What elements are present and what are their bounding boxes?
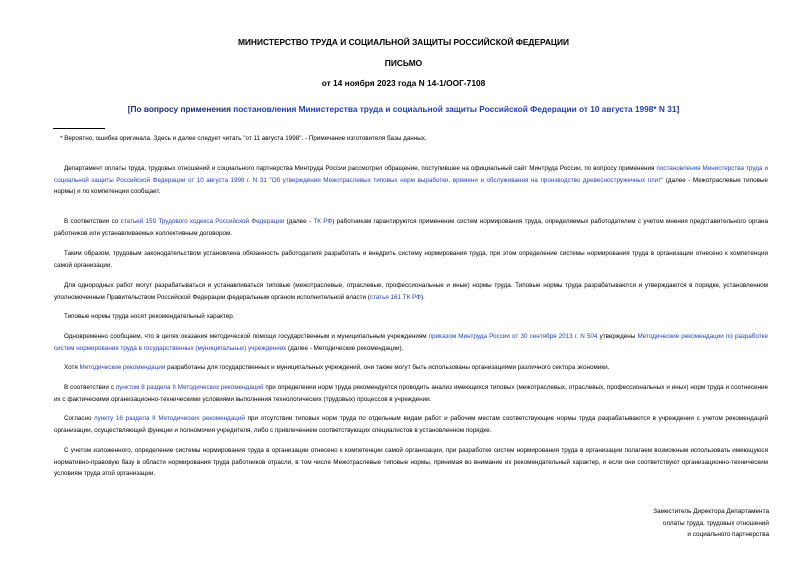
signature-block: [569, 506, 769, 541]
paragraph-text: Департамент оплаты труда, трудовых отношений и социального партнерства Минтруда России рассмотрел обращение, поступившее на официальный сайт Минтруда России, по вопросу применения: [64, 165, 657, 172]
signature-line-1: Заместитель Директора Департамента: [653, 508, 769, 515]
paragraph-10: С учетом изложенного, определение системы нормирования труда в организации отнесено к компетенции самой организации, при разработке систем нормирования труда в организации полагаем возможным использовать имеющуюся нормативно-правовую базу в области нормирования труда работников отрасли, в том числе Межотраслевые типовые нормы, принимая во внимание их рекомендательный характер, и если они соответствуют организационно-техническим условиям труда этой организации.: [54, 447, 768, 477]
paragraph-text: Для однородных работ могут разрабатываться и устанавливаться типовые (межотраслевые, отраслевые, профессиональные и иные) нормы труда. Типовые нормы труда разрабатываются и утверждаются в порядке, установленном уполномоченным Правительством Российской Федерации федеральным органом исполнительной власти (: [54, 282, 768, 301]
paragraph-1: [54, 163, 768, 198]
document-subject: [0, 104, 807, 114]
footnote-divider: [53, 128, 105, 129]
paragraph-4: [54, 280, 768, 303]
link-tk-rf[interactable]: ТК РФ: [313, 218, 333, 225]
paragraph-text: разработаны для государственных и муниципальных учреждений, они также могут быть использованы организациями различного сектора экономики.: [165, 364, 610, 371]
subject-link[interactable]: постановления Министерства труда и социальной защиты Российской Федерации от 10 августа 1998* N 31: [233, 104, 677, 114]
footnote: * Вероятно, ошибка оригинала. Здесь и далее следует читать "от 11 августа 1998". - Примечание изготовителя базы данных.: [60, 135, 427, 142]
paragraph-8: [54, 382, 768, 405]
paragraph-text: Хотя: [64, 364, 80, 371]
subject-prefix: [По вопросу применения: [127, 104, 234, 114]
paragraph-text: утверждены: [597, 333, 638, 340]
link-clause-16[interactable]: пункту 16 раздела II Методических рекомендаций: [94, 415, 245, 422]
document-date-number: от 14 ноября 2023 года N 14-1/ООГ-7108: [321, 78, 486, 88]
link-article-161[interactable]: статья 161 ТК РФ: [369, 293, 421, 301]
paragraph-text: (далее - Межотраслевые типовые нормы) и по компетенции сообщает.: [54, 176, 768, 195]
paragraph-text: В соответствии со: [64, 218, 121, 225]
link-clause-8[interactable]: пунктом 8 раздела II Методических рекомендаций: [115, 384, 264, 391]
paragraph-text: (далее -: [284, 218, 314, 225]
paragraph-7: [54, 362, 768, 374]
signature-line-3: и социального партнерства: [687, 531, 769, 538]
paragraph-text: при отсутствии типовых норм труда по отдельным видам работ и рабочим местам соответствующие нормы труда разрабатываются в учреждении с учетом рекомендаций организации, осуществляющей функции и полномочия учредителя, либо с привлечением соответствующих специалистов в установленном порядке.: [54, 415, 769, 434]
paragraph-9: [54, 413, 768, 436]
paragraph-text: Одновременно сообщаем, что в целях оказания методической помощи государственным и муниципальным учреждениям: [64, 333, 429, 340]
paragraph-text: ).: [420, 293, 425, 301]
link-postanovlenie-31[interactable]: постановления Министерства труда и социальной защиты Российской Федерации от 10 августа 1998 г. N 31 "Об утверждении Межотраслевых типовых норм выработки, времени и обслуживания на производство древесностружечных плит": [54, 165, 768, 184]
link-article-159[interactable]: статьей 159 Трудового кодекса Российской Федерации: [120, 218, 285, 225]
signature-line-2: оплаты труда, трудовых отношений: [662, 519, 769, 527]
document-type: ПИСЬМО: [384, 58, 423, 68]
paragraph-6: [54, 331, 768, 354]
paragraph-text: В соответствии с: [64, 384, 116, 391]
paragraph-2: [54, 216, 768, 239]
link-methodical-recommendations[interactable]: Методические рекомендации по разработке систем нормирования труда в государственных (муниципальных) учреждениях: [54, 333, 768, 352]
paragraph-text: Согласно: [64, 415, 95, 422]
subject-suffix: ]: [676, 104, 680, 114]
ministry-heading: МИНИСТЕРСТВО ТРУДА И СОЦИАЛЬНОЙ ЗАЩИТЫ РОССИЙСКОЙ ФЕДЕРАЦИИ: [237, 37, 570, 47]
paragraph-5: Типовые нормы труда носят рекомендательный характер.: [64, 313, 235, 320]
paragraph-text: при определении норм труда рекомендуется проводить анализ имеющихся типовых (межотраслевых, отраслевых, профессиональных и иных) норм труда и соотнесение их с фактическими организационно-техническими условиями выполнения технологических (трудовых) процессов в учреждении.: [54, 384, 768, 403]
paragraph-3: Таким образом, трудовым законодательством установлена обязанность работодателя разработать и внедрить систему нормирования труда, при этом определение системы нормирования труда в организации отнесено к компетенции самой организации.: [54, 250, 768, 269]
paragraph-text: ) работникам гарантируются применение систем нормирования труда, определяемых работодателем с учетом мнения представительного органа работников или устанавливаемых коллективным договором.: [54, 218, 769, 237]
link-order-504[interactable]: приказом Минтруда России от 30 сентября 2013 г. N 504: [428, 333, 598, 340]
paragraph-text: (далее - Методические рекомендации).: [286, 344, 404, 352]
link-methodical-recommendations-2[interactable]: Методические рекомендации: [79, 364, 166, 371]
